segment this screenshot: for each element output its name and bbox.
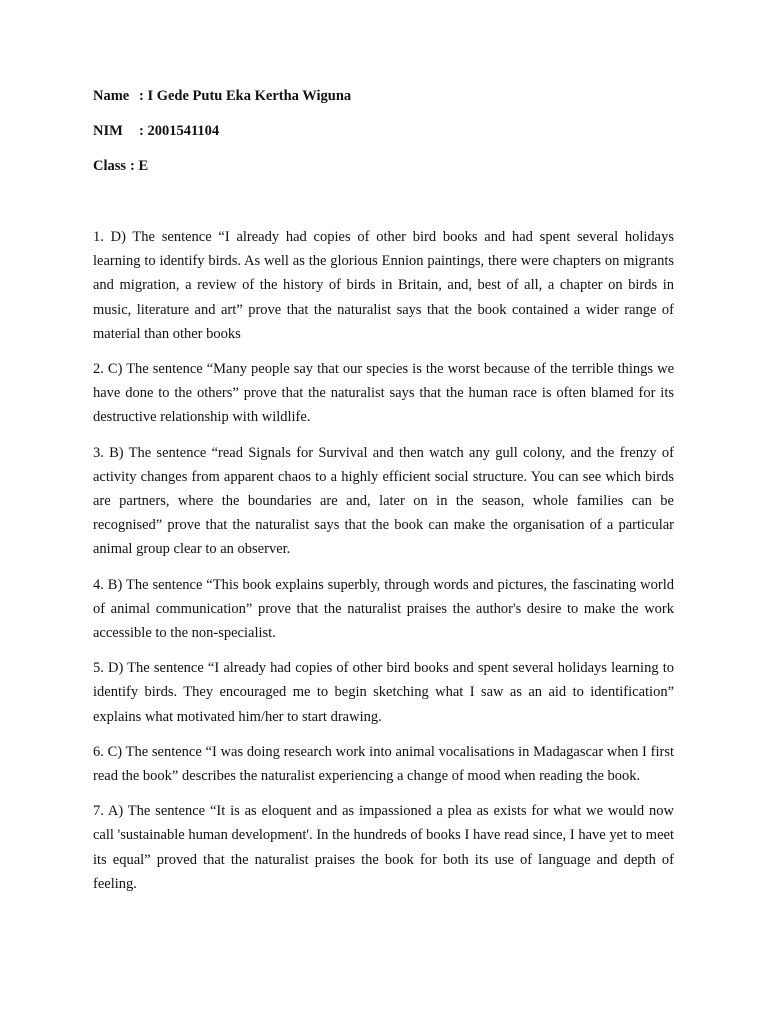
answer-paragraph-1: 1. D) The sentence “I already had copies of other bird books and had spent several holidays learning to identify birds. As well as the glorious Ennion paintings, there were chapters on migrants and migration, a review of the history of birds in Britain, and, best of all, a chapter on birds in music, literature and art” prove that the naturalist says that the book contained a wider range of material than other books — [93, 229, 674, 342]
class-label: Class — [93, 158, 127, 174]
nim-label: NIM — [93, 123, 123, 139]
class-row — [93, 156, 683, 176]
answer-paragraph-7: 7. A) The sentence “It is as eloquent and as impassioned a plea as exists for what we would now call 'sustainable human development'. In the hundreds of books I have read since, I have yet to meet its equal” proved that the naturalist praises the book for both its use of language and depth of feeling. — [93, 803, 674, 892]
name-label: Name — [93, 88, 130, 104]
name-value: : I Gede Putu Eka Kertha Wiguna — [139, 88, 352, 104]
answer-paragraph-2: 2. C) The sentence “Many people say that our species is the worst because of the terrible things we have done to the others” prove that the naturalist says that the human race is often blamed for its destructive relationship with wildlife. — [93, 361, 674, 426]
nim-row — [93, 121, 683, 141]
answer-paragraph-5: 5. D) The sentence “I already had copies of other bird books and spent several holidays learning to identify birds. They encouraged me to begin sketching what I saw as an aid to identification” explains what motivated him/her to start drawing. — [93, 660, 674, 725]
answer-list — [93, 225, 674, 907]
class-value: : E — [130, 158, 149, 174]
answer-paragraph-3: 3. B) The sentence “read Signals for Survival and then watch any gull colony, and the frenzy of activity changes from apparent chaos to a highly efficient social structure. You can see which birds are partners, where the boundaries are and, later on in the season, whole families can be recognised” prove that the naturalist says that the book can make the organisation of a particular animal group clear to an observer. — [93, 444, 674, 558]
answer-paragraph-6: 6. C) The sentence “I was doing research work into animal vocalisations in Madagascar when I first read the book” describes the naturalist experiencing a change of mood when reading the book. — [93, 743, 674, 785]
nim-value: : 2001541104 — [139, 123, 220, 139]
answer-paragraph-4: 4. B) The sentence “This book explains superbly, through words and pictures, the fascinating world of animal communication” prove that the naturalist praises the author's desire to make the work accessible to the non-specialist. — [93, 576, 674, 642]
student-info — [93, 86, 683, 191]
name-row — [93, 86, 683, 106]
